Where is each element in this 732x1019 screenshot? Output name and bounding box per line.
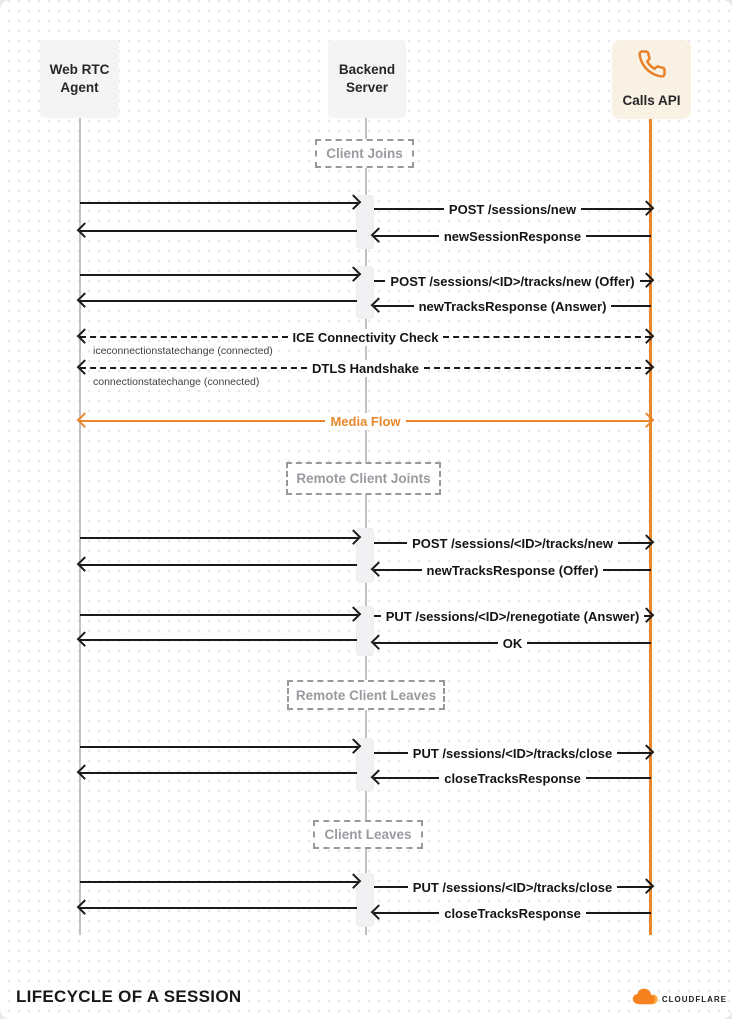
message-label: closeTracksResponse: [439, 770, 586, 787]
message-label: POST /sessions/new: [444, 201, 581, 218]
arrow-backend-to-agent: [80, 900, 357, 916]
arrowhead-left-icon: [77, 556, 93, 572]
actor-label: Backend Server: [338, 61, 396, 95]
message-label: DTLS Handshake: [307, 360, 424, 377]
phase-label: Remote Client Leaves: [295, 687, 437, 703]
arrowhead-left-icon: [77, 222, 93, 238]
cloudflare-wordmark: CLOUDFLARE: [661, 994, 727, 1004]
message-ok: [374, 635, 651, 651]
arrowhead-left-icon: [371, 769, 387, 785]
message-new-tracks-response-answer: [374, 298, 651, 314]
actor-calls-api: [612, 40, 691, 119]
arrow-agent-to-backend: [80, 267, 358, 283]
message-new-tracks-response-offer: [374, 562, 651, 578]
actor-label: Calls API: [622, 93, 681, 108]
page-title: LIFECYCLE OF A SESSION: [16, 987, 242, 1006]
phase-label: Remote Client Joints: [296, 471, 431, 486]
message-close-tracks-response: [374, 770, 651, 786]
arrow-backend-to-agent: [80, 632, 357, 648]
arrowhead-left-icon: [371, 904, 387, 920]
phase-remote-client-joins: [286, 462, 441, 495]
arrowhead-left-icon: [371, 297, 387, 313]
message-put-renegotiate-answer: [374, 608, 651, 624]
phone-icon: [637, 49, 667, 84]
message-post-tracks-new-offer: [374, 273, 651, 289]
arrow-backend-to-agent: [80, 293, 357, 309]
arrowhead-left-icon: [77, 899, 93, 915]
message-put-tracks-close: [374, 879, 651, 895]
message-put-tracks-close: [374, 745, 651, 761]
message-label: newTracksResponse (Offer): [422, 562, 604, 579]
actor-backend-server: [328, 40, 406, 118]
message-close-tracks-response: [374, 905, 651, 921]
actor-label: Web RTC Agent: [49, 61, 110, 95]
message-label: newTracksResponse (Answer): [414, 298, 612, 315]
phase-client-joins: [315, 139, 414, 168]
arrowhead-left-icon: [77, 764, 93, 780]
arrowhead-left-icon: [77, 359, 93, 375]
arrow-backend-to-agent: [80, 223, 357, 239]
message-label: POST /sessions/<ID>/tracks/new (Offer): [385, 273, 639, 290]
arrowhead-left-icon: [77, 292, 93, 308]
message-label: OK: [498, 635, 528, 652]
ice-state-sublabel: iceconnectionstatechange (connected): [90, 344, 276, 358]
message-ice-connectivity-check: [80, 329, 651, 345]
message-media-flow: [80, 413, 651, 429]
arrowhead-left-icon: [371, 634, 387, 650]
message-label: ICE Connectivity Check: [288, 329, 444, 346]
message-label: PUT /sessions/<ID>/renegotiate (Answer): [381, 608, 645, 625]
arrowhead-left-icon: [77, 631, 93, 647]
actor-webrtc-agent: [40, 40, 119, 118]
message-new-session-response: [374, 228, 651, 244]
phase-remote-client-leaves: [287, 680, 445, 710]
arrow-backend-to-agent: [80, 557, 357, 573]
arrowhead-left-icon: [77, 412, 93, 428]
cloudflare-logo: [632, 988, 727, 1010]
message-label: PUT /sessions/<ID>/tracks/close: [408, 745, 617, 762]
message-label: PUT /sessions/<ID>/tracks/close: [408, 879, 617, 896]
message-label: newSessionResponse: [439, 228, 586, 245]
arrow-agent-to-backend: [80, 874, 358, 890]
cloudflare-cloud-icon: [632, 988, 659, 1010]
phase-client-leaves: [313, 820, 423, 849]
message-label: Media Flow: [325, 413, 405, 430]
phase-label: Client Leaves: [324, 827, 412, 842]
arrowhead-left-icon: [77, 328, 93, 344]
arrow-agent-to-backend: [80, 530, 358, 546]
message-label: closeTracksResponse: [439, 905, 586, 922]
message-post-sessions-new: [374, 201, 651, 217]
arrow-agent-to-backend: [80, 607, 358, 623]
arrowhead-left-icon: [371, 227, 387, 243]
arrow-backend-to-agent: [80, 765, 357, 781]
message-label: POST /sessions/<ID>/tracks/new: [407, 535, 618, 552]
arrowhead-left-icon: [371, 561, 387, 577]
message-dtls-handshake: [80, 360, 651, 376]
arrow-agent-to-backend: [80, 739, 358, 755]
phase-label: Client Joins: [326, 146, 403, 161]
connection-state-sublabel: connectionstatechange (connected): [90, 375, 262, 389]
message-post-tracks-new: [374, 535, 651, 551]
lifeline-webrtc-agent: [79, 118, 81, 935]
arrow-agent-to-backend: [80, 195, 358, 211]
